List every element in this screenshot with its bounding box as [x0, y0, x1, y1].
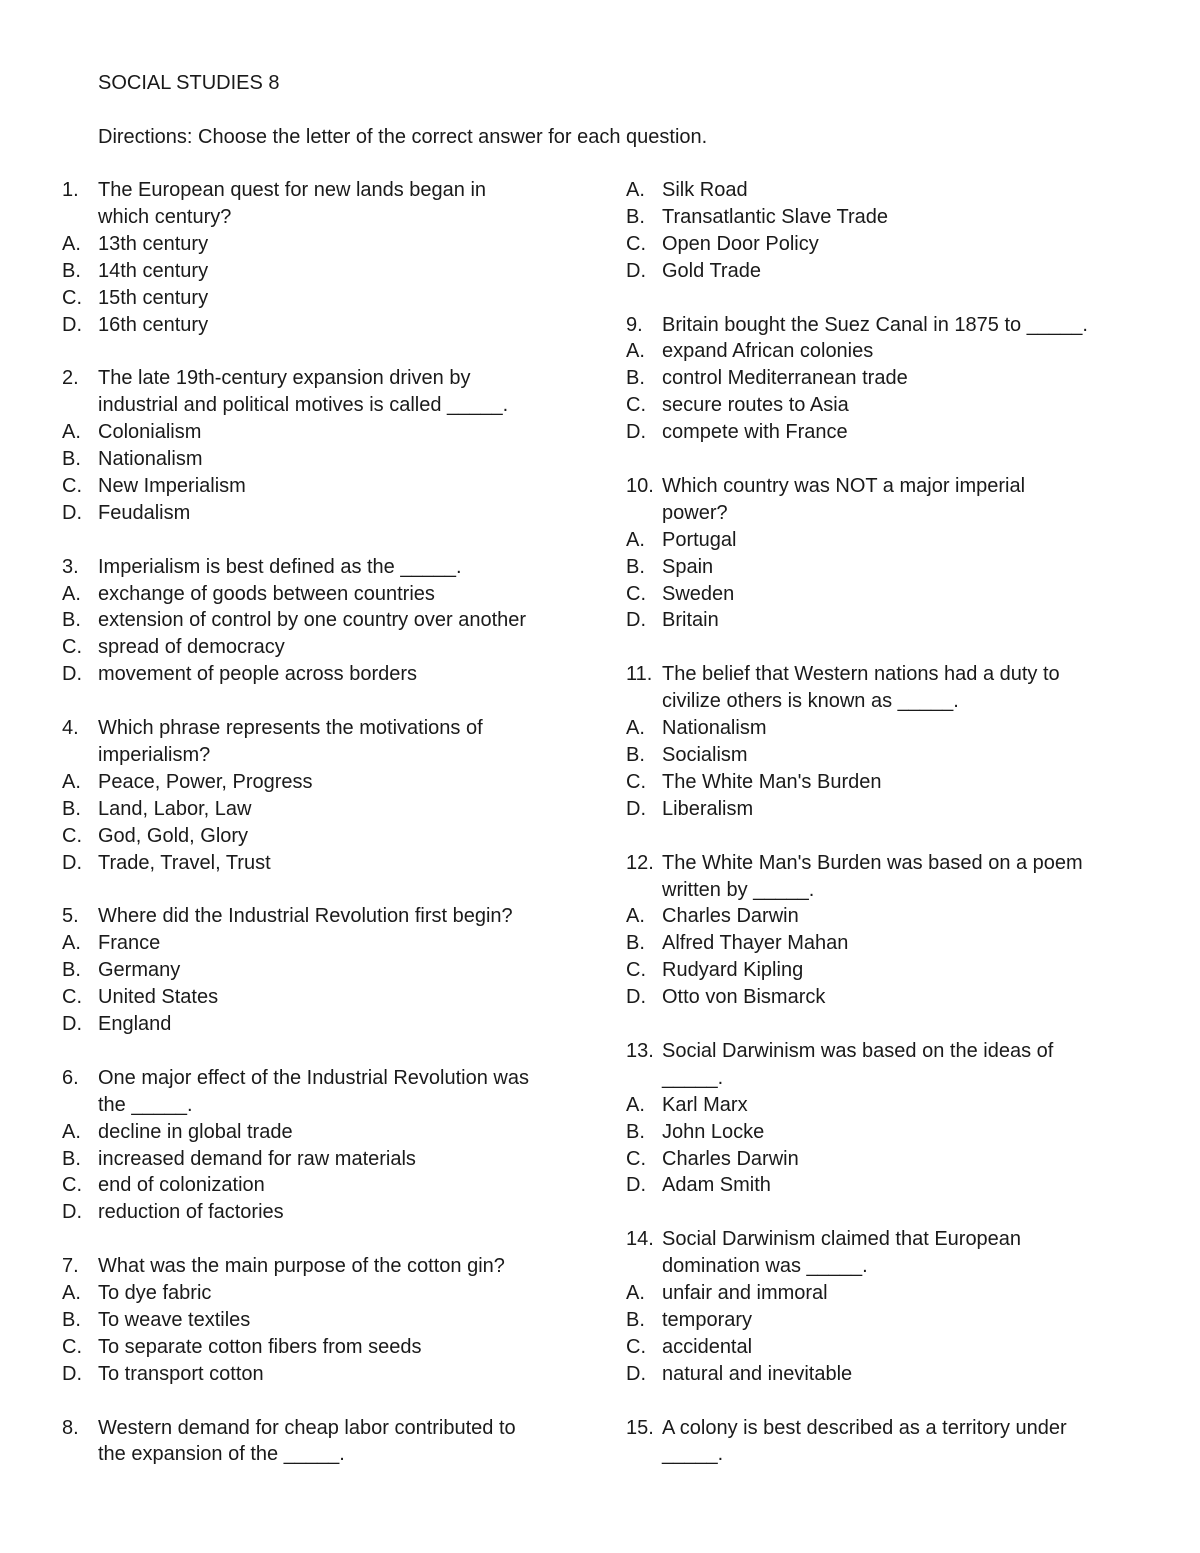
option-text: Karl Marx: [662, 1093, 748, 1116]
question-text: industrial and political motives is called _____.: [98, 394, 509, 417]
option-letter: B.: [626, 367, 645, 390]
option-text: Open Door Policy: [662, 232, 819, 255]
answer-option: [62, 850, 582, 877]
question-stem-continued: [626, 1441, 1146, 1468]
answer-option: [626, 258, 1146, 285]
option-text: 15th century: [98, 286, 209, 309]
option-letter: B.: [62, 1147, 81, 1170]
option-text: secure routes to Asia: [662, 394, 849, 417]
option-letter: D.: [626, 421, 646, 444]
question-text: civilize others is known as _____.: [662, 690, 959, 713]
question-stem-continued: [62, 1092, 582, 1119]
answer-option: [62, 500, 582, 527]
option-text: expand African colonies: [662, 340, 874, 363]
answer-option: [626, 419, 1146, 446]
option-letter: B.: [626, 1308, 645, 1331]
page-title: SOCIAL STUDIES 8: [98, 72, 280, 94]
option-letter: A.: [62, 1282, 81, 1305]
option-text: To weave textiles: [98, 1308, 251, 1331]
question-stem: [626, 1415, 1146, 1442]
answer-option: [62, 258, 582, 285]
option-letter: C.: [626, 582, 646, 605]
answer-option: [626, 769, 1146, 796]
answer-option: [626, 957, 1146, 984]
question-number: 10.: [626, 474, 654, 497]
option-letter: D.: [62, 1013, 82, 1036]
option-text: Otto von Bismarck: [662, 986, 826, 1009]
option-letter: A.: [62, 1120, 81, 1143]
option-text: natural and inevitable: [662, 1362, 853, 1385]
option-text: Adam Smith: [662, 1174, 771, 1197]
answer-option: [62, 607, 582, 634]
question-stem: [62, 554, 582, 581]
answer-option: [62, 1119, 582, 1146]
answer-option: [62, 581, 582, 608]
answer-option: [626, 796, 1146, 823]
option-letter: A.: [626, 1282, 645, 1305]
option-letter: A.: [626, 905, 645, 928]
option-letter: D.: [626, 259, 646, 282]
option-letter: A.: [626, 528, 645, 551]
option-letter: D.: [626, 797, 646, 820]
option-text: Colonialism: [98, 421, 202, 444]
question-stem-continued: [62, 204, 582, 231]
option-letter: C.: [62, 824, 82, 847]
option-letter: D.: [626, 1174, 646, 1197]
question-stem-continued: [626, 877, 1146, 904]
option-text: Land, Labor, Law: [98, 797, 252, 820]
answer-option: [62, 1146, 582, 1173]
answer-option: [626, 527, 1146, 554]
option-letter: B.: [62, 797, 81, 820]
answer-option: [626, 177, 1146, 204]
answer-option: [626, 984, 1146, 1011]
option-text: Britain: [662, 609, 719, 632]
question-stem: [626, 661, 1146, 688]
question-stem-continued: [62, 392, 582, 419]
option-text: Silk Road: [662, 179, 748, 201]
option-text: Charles Darwin: [662, 905, 799, 928]
option-text: Nationalism: [662, 717, 767, 740]
option-text: control Mediterranean trade: [662, 367, 908, 390]
option-text: decline in global trade: [98, 1120, 293, 1143]
option-text: John Locke: [662, 1120, 765, 1143]
question-text: The belief that Western nations had a duty to: [662, 663, 1060, 686]
option-letter: C.: [62, 986, 82, 1009]
right-column: [626, 177, 1146, 1495]
option-text: Nationalism: [98, 448, 203, 471]
option-letter: A.: [62, 770, 81, 793]
directions-text: Directions: Choose the letter of the correct answer for each question.: [98, 126, 708, 148]
option-text: Trade, Travel, Trust: [98, 851, 271, 874]
question-text: _____.: [662, 1066, 724, 1089]
option-letter: D.: [62, 313, 82, 336]
answer-option: [626, 903, 1146, 930]
option-letter: D.: [626, 1362, 646, 1385]
answer-option: [62, 1280, 582, 1307]
option-text: France: [98, 932, 161, 955]
option-text: exchange of goods between countries: [98, 582, 435, 605]
question-item: [62, 365, 582, 526]
answer-option: [62, 446, 582, 473]
option-text: reduction of factories: [98, 1201, 284, 1224]
question-stem-continued: [626, 688, 1146, 715]
option-text: Germany: [98, 959, 181, 982]
question-stem: [62, 1065, 582, 1092]
option-text: Portugal: [662, 528, 737, 551]
question-item: [626, 1415, 1146, 1469]
answer-option: [626, 231, 1146, 258]
option-letter: B.: [626, 1120, 645, 1143]
answer-option: [62, 473, 582, 500]
option-text: 13th century: [98, 232, 209, 255]
answer-option: [626, 581, 1146, 608]
option-letter: D.: [62, 851, 82, 874]
option-letter: A.: [626, 179, 645, 201]
option-text: Liberalism: [662, 797, 754, 820]
option-text: Alfred Thayer Mahan: [662, 932, 849, 955]
question-stem-continued: [626, 1253, 1146, 1280]
option-text: England: [98, 1013, 172, 1036]
question-stem-continued: [62, 1441, 582, 1468]
option-letter: D.: [62, 663, 82, 686]
answer-option: [626, 365, 1146, 392]
option-text: Gold Trade: [662, 259, 761, 282]
question-stem-continued: [626, 1065, 1146, 1092]
question-text: The late 19th-century expansion driven by: [98, 367, 471, 390]
option-text: Feudalism: [98, 501, 191, 524]
question-item: [62, 903, 582, 1038]
question-text: Imperialism is best defined as the _____.: [98, 555, 462, 578]
question-stem-continued: [626, 500, 1146, 527]
question-text: Britain bought the Suez Canal in 1875 to _____.: [662, 313, 1088, 336]
option-letter: D.: [626, 609, 646, 632]
option-text: To dye fabric: [98, 1282, 212, 1305]
question-item: [62, 1253, 582, 1388]
option-text: New Imperialism: [98, 474, 246, 497]
question-number: 12.: [626, 851, 654, 874]
option-letter: B.: [62, 609, 81, 632]
option-letter: A.: [626, 1093, 645, 1116]
question-text: _____.: [662, 1443, 724, 1466]
question-number: 5.: [62, 905, 79, 928]
option-letter: A.: [62, 421, 81, 444]
question-text: imperialism?: [98, 743, 211, 766]
question-number: 4.: [62, 717, 79, 740]
answer-option: [62, 1361, 582, 1388]
option-letter: A.: [626, 717, 645, 740]
option-letter: B.: [62, 448, 81, 471]
question-stem: [626, 312, 1146, 339]
question-text: Social Darwinism claimed that European: [662, 1228, 1022, 1251]
question-item: [62, 1065, 582, 1226]
option-text: 14th century: [98, 259, 209, 282]
question-item: [62, 554, 582, 689]
option-text: spread of democracy: [98, 636, 285, 659]
answer-option: [626, 338, 1146, 365]
question-number: 8.: [62, 1416, 79, 1439]
option-letter: D.: [626, 986, 646, 1009]
answer-option: [62, 1011, 582, 1038]
option-text: Socialism: [662, 743, 748, 766]
question-stem: [626, 473, 1146, 500]
question-text: Which phrase represents the motivations of: [98, 717, 483, 740]
answer-option: [62, 769, 582, 796]
question-text: One major effect of the Industrial Revolution was: [98, 1066, 529, 1089]
question-item: [62, 715, 582, 876]
question-number: 7.: [62, 1255, 79, 1278]
question-text: Where did the Industrial Revolution first begin?: [98, 905, 513, 928]
question-stem: [62, 903, 582, 930]
question-stem: [62, 715, 582, 742]
answer-option: [62, 1172, 582, 1199]
answer-option: [62, 634, 582, 661]
question-text: Western demand for cheap labor contributed to: [98, 1416, 516, 1439]
question-item: [626, 661, 1146, 822]
question-text: Which country was NOT a major imperial: [662, 474, 1026, 497]
question-number: 3.: [62, 555, 79, 578]
question-stem: [62, 1415, 582, 1442]
question-stem: [62, 1253, 582, 1280]
answer-option: [626, 1307, 1146, 1334]
question-text: The European quest for new lands began in: [98, 179, 487, 201]
answer-option: [626, 1119, 1146, 1146]
question-text: The White Man's Burden was based on a poem: [662, 851, 1083, 874]
option-text: increased demand for raw materials: [98, 1147, 416, 1170]
option-text: extension of control by one country over another: [98, 609, 527, 632]
option-text: accidental: [662, 1335, 753, 1358]
question-text: Social Darwinism was based on the ideas of: [662, 1039, 1054, 1062]
option-letter: C.: [626, 959, 646, 982]
option-letter: B.: [626, 555, 645, 578]
question-stem: [62, 177, 582, 204]
question-number: 14.: [626, 1228, 654, 1251]
question-item: [62, 1415, 582, 1469]
question-stem: [626, 1226, 1146, 1253]
answer-option: [626, 930, 1146, 957]
option-letter: C.: [626, 232, 646, 255]
question-stem: [626, 850, 1146, 877]
answer-option: [626, 715, 1146, 742]
answer-option: [626, 1172, 1146, 1199]
answer-option: [62, 1199, 582, 1226]
option-letter: D.: [62, 1201, 82, 1224]
question-item: [626, 1038, 1146, 1199]
answer-option: [626, 1334, 1146, 1361]
answer-option: [62, 984, 582, 1011]
option-letter: D.: [62, 501, 82, 524]
question-item: [626, 850, 1146, 1011]
option-letter: C.: [62, 1174, 82, 1197]
answer-option: [62, 930, 582, 957]
answer-option: [626, 1146, 1146, 1173]
answer-option: [62, 1307, 582, 1334]
answer-option: [62, 661, 582, 688]
question-text: power?: [662, 501, 728, 524]
option-text: United States: [98, 986, 219, 1009]
option-letter: C.: [626, 394, 646, 417]
question-item: [626, 473, 1146, 634]
option-letter: A.: [62, 232, 81, 255]
option-letter: B.: [62, 1308, 81, 1331]
option-text: To separate cotton fibers from seeds: [98, 1335, 422, 1358]
option-text: Peace, Power, Progress: [98, 770, 313, 793]
answer-option: [62, 312, 582, 339]
option-text: The White Man's Burden: [662, 770, 882, 793]
option-text: Spain: [662, 555, 714, 578]
question-text: the _____.: [98, 1093, 193, 1116]
option-text: 16th century: [98, 313, 209, 336]
question-text: the expansion of the _____.: [98, 1443, 345, 1466]
option-letter: A.: [626, 340, 645, 363]
question-stem: [626, 1038, 1146, 1065]
question-stem-continued: [62, 742, 582, 769]
answer-option: [626, 742, 1146, 769]
question-number: 13.: [626, 1039, 654, 1062]
answer-option: [62, 231, 582, 258]
option-letter: C.: [626, 1147, 646, 1170]
option-letter: C.: [626, 1335, 646, 1358]
answer-option: [62, 957, 582, 984]
question-number: 15.: [626, 1416, 654, 1439]
answer-option: [626, 554, 1146, 581]
option-letter: A.: [62, 582, 81, 605]
option-letter: B.: [62, 959, 81, 982]
answer-option: [62, 823, 582, 850]
option-letter: D.: [62, 1362, 82, 1385]
option-letter: C.: [62, 286, 82, 309]
question-number: 2.: [62, 367, 79, 390]
option-letter: B.: [62, 259, 81, 282]
answer-option: [626, 1092, 1146, 1119]
option-text: compete with France: [662, 421, 848, 444]
answer-option: [62, 419, 582, 446]
answer-option: [626, 1280, 1146, 1307]
question-8-options: [626, 177, 1146, 285]
option-text: God, Gold, Glory: [98, 824, 249, 847]
option-letter: C.: [626, 770, 646, 793]
option-text: To transport cotton: [98, 1362, 264, 1385]
option-letter: B.: [626, 205, 645, 228]
answer-option: [62, 285, 582, 312]
option-letter: B.: [626, 932, 645, 955]
answer-option: [626, 204, 1146, 231]
answer-option: [626, 1361, 1146, 1388]
question-number: 1.: [62, 179, 79, 201]
answer-option: [626, 392, 1146, 419]
question-number: 11.: [626, 663, 653, 686]
option-text: Charles Darwin: [662, 1147, 799, 1170]
left-column: [62, 177, 582, 1468]
option-text: Rudyard Kipling: [662, 959, 804, 982]
option-text: temporary: [662, 1308, 753, 1331]
question-item: [626, 1226, 1146, 1387]
option-text: Transatlantic Slave Trade: [662, 205, 889, 228]
question-stem: [62, 365, 582, 392]
answer-option: [62, 796, 582, 823]
option-text: Sweden: [662, 582, 735, 605]
option-letter: B.: [626, 743, 645, 766]
question-item: [626, 312, 1146, 447]
option-text: movement of people across borders: [98, 663, 418, 686]
option-text: end of colonization: [98, 1174, 265, 1197]
question-text: which century?: [98, 205, 232, 228]
option-letter: A.: [62, 932, 81, 955]
option-letter: C.: [62, 1335, 82, 1358]
question-text: domination was _____.: [662, 1255, 868, 1278]
question-item: [62, 177, 582, 338]
question-text: What was the main purpose of the cotton gin?: [98, 1255, 505, 1278]
option-letter: C.: [62, 474, 82, 497]
option-letter: C.: [62, 636, 82, 659]
question-text: A colony is best described as a territory under: [662, 1416, 1067, 1439]
question-number: 9.: [626, 313, 643, 336]
question-text: written by _____.: [662, 878, 815, 901]
answer-option: [626, 607, 1146, 634]
answer-option: [62, 1334, 582, 1361]
question-number: 6.: [62, 1066, 79, 1089]
option-text: unfair and immoral: [662, 1282, 828, 1305]
